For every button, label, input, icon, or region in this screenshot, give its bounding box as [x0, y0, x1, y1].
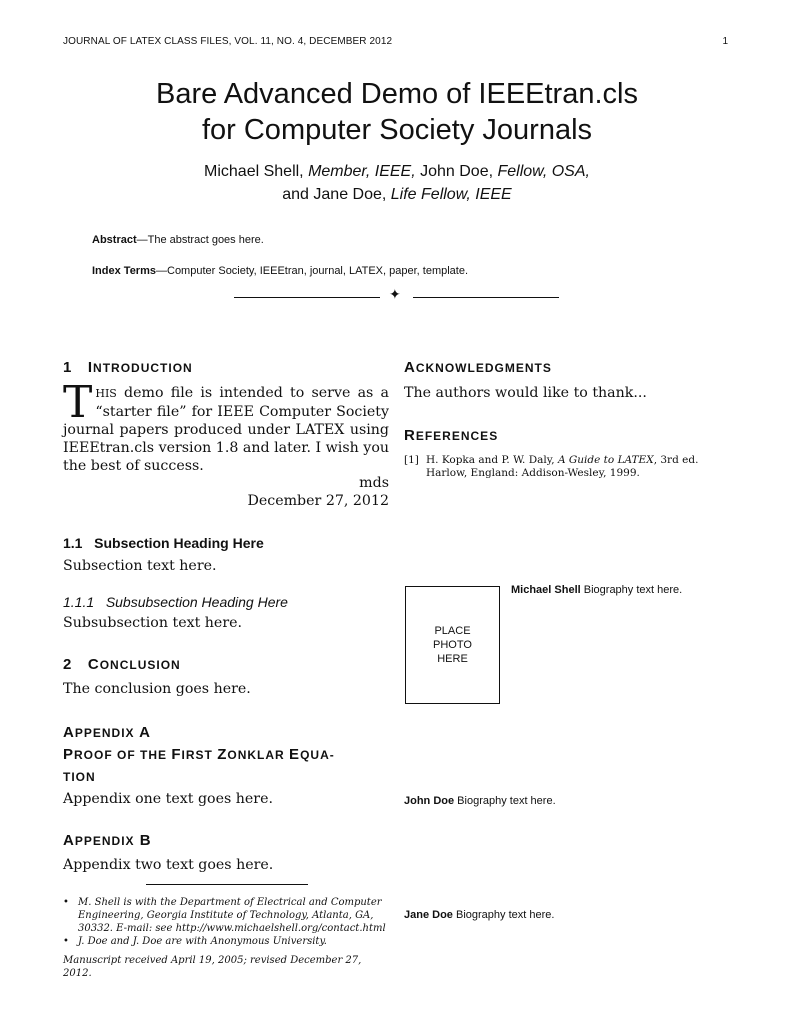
appendix-letter: A: [134, 724, 151, 741]
reference-authors: H. Kopka and P. W. Daly,: [426, 454, 558, 466]
abstract-label: Abstract: [92, 234, 137, 246]
reference-details: , 3rd ed. Harlow, England: Addison-Wesley, 1999.: [426, 454, 699, 479]
biography-name: Jane Doe: [404, 909, 453, 921]
heading-rest: ROOF OF THE: [74, 748, 172, 762]
heading-initial: F: [171, 746, 182, 763]
heading-initial: E: [289, 746, 301, 763]
subsection-number: 1.1: [63, 535, 83, 551]
biography-text: Biography text here.: [580, 584, 683, 596]
author-name: and Jane Doe,: [282, 186, 391, 203]
signature-date: December 27, 2012: [247, 493, 389, 509]
section-title-initial: I: [87, 359, 94, 376]
acknowledgments-text: The authors would like to thank...: [404, 385, 647, 401]
divider-line-right: [413, 297, 559, 298]
abstract: [92, 234, 264, 246]
author-affiliation: Life Fellow, IEEE: [390, 186, 512, 203]
manuscript-note: Manuscript received April 19, 2005; revised December 27, 2012.: [63, 955, 362, 979]
biography-john-doe: [404, 795, 556, 807]
photo-text-line: PLACE: [434, 625, 471, 637]
subsubsection-number: 1.1.1: [63, 594, 95, 610]
reference-text: [426, 454, 734, 480]
subsection-heading: [63, 535, 264, 551]
section-number: 1: [63, 359, 73, 376]
reference-item: [404, 454, 734, 480]
bullet-icon: •: [63, 897, 69, 908]
running-head: JOURNAL OF LATEX CLASS FILES, VOL. 11, NO. 4, DECEMBER 2012: [63, 36, 393, 47]
author-photo-placeholder: [405, 586, 500, 704]
references-heading: [404, 427, 498, 444]
title-line-2: for Computer Society Journals: [201, 114, 593, 146]
footnote-text: M. Shell is with the Department of Electrical and Computer Engineering, Georgia Institute of Technology, Atlanta, GA, 30332. E-mail: see http://www.michaelshell.org/contact.html: [78, 897, 386, 934]
appendix-a-title-line-2: TION: [63, 770, 96, 784]
footnotes: [63, 896, 390, 980]
index-terms-text: —Computer Society, IEEEtran, journal, LATEX, paper, template.: [156, 265, 469, 277]
footnote-rule: [146, 884, 308, 885]
subsubsection-heading: [63, 594, 288, 610]
section-title-rest: ONCLUSION: [99, 658, 181, 672]
divider-line-left: [234, 297, 380, 298]
subsubsection-text: Subsubsection text here.: [63, 615, 243, 631]
photo-text-line: PHOTO: [433, 639, 472, 651]
author-list: [0, 160, 794, 206]
subsection-title: Subsection Heading Here: [94, 535, 264, 551]
heading-rest: ONKLAR: [227, 748, 290, 762]
reference-title: A Guide to LATEX: [557, 454, 654, 466]
heading-rest: IRST: [181, 748, 218, 762]
biography-text: Biography text here.: [454, 795, 556, 807]
dropcap: T: [63, 377, 93, 428]
author-name: John Doe,: [415, 163, 498, 180]
author-affiliation: Member, IEEE,: [308, 163, 416, 180]
heading-rest: EFERENCES: [415, 429, 499, 443]
introduction-text: demo file is intended to serve as a “starter file” for IEEE Computer Society journal papers produced under LATEX using IEEEtran.cls version 1.8 and later. I wish you the best of success.: [63, 385, 389, 474]
biography-text: Biography text here.: [452, 909, 555, 921]
paper-title: [0, 76, 794, 148]
appendix-b-heading: [63, 832, 152, 849]
title-line-1: Bare Advanced Demo of IEEEtran.cls: [156, 78, 638, 110]
appendix-b-text: Appendix two text goes here.: [63, 857, 274, 873]
appendix-letter: B: [134, 832, 152, 849]
conclusion-text: The conclusion goes here.: [63, 681, 251, 697]
photo-placeholder-text: [406, 624, 499, 666]
section-title-rest: NTRODUCTION: [93, 361, 193, 375]
section-heading-introduction: [63, 359, 193, 376]
subsubsection-title: Subsubsection Heading Here: [105, 594, 288, 610]
author-line-2: [0, 183, 794, 206]
bullet-icon: •: [63, 936, 69, 947]
biography-jane-doe: [404, 909, 554, 921]
subsection-text: Subsection text here.: [63, 558, 217, 574]
section-title-initial: C: [87, 656, 100, 673]
page-number: 1: [722, 36, 728, 47]
heading-rest: PPENDIX: [74, 726, 135, 740]
footnote-text: J. Doe and J. Doe are with Anonymous University.: [78, 936, 327, 947]
heading-initial: A: [63, 724, 75, 741]
section-heading-conclusion: [63, 656, 181, 673]
biography-michael-shell: [511, 584, 682, 596]
heading-rest: CKNOWLEDGMENTS: [415, 361, 552, 375]
heading-initial: R: [404, 427, 416, 444]
heading-initial: A: [404, 359, 416, 376]
divider-star-icon: ✦: [389, 288, 401, 303]
index-terms-label: Index Terms: [92, 265, 156, 277]
appendix-a-label: [63, 722, 389, 744]
heading-initial: P: [63, 746, 75, 763]
biography-name: John Doe: [404, 795, 455, 807]
author-affiliation: Fellow, OSA,: [497, 163, 590, 180]
author-name: Michael Shell,: [204, 163, 309, 180]
signature: mds: [359, 475, 389, 491]
heading-rest: QUA-: [300, 748, 335, 762]
introduction-paragraph: [63, 377, 389, 475]
author-line-1: [0, 160, 794, 183]
reference-number: [1]: [404, 454, 419, 466]
appendix-a-text: Appendix one text goes here.: [63, 791, 273, 807]
section-number: 2: [63, 656, 73, 673]
index-terms: [92, 265, 468, 277]
appendix-a-heading: [63, 722, 389, 788]
footnote-item: [63, 896, 390, 935]
photo-text-line: HERE: [437, 653, 468, 665]
heading-initial: Z: [217, 746, 228, 763]
acknowledgments-heading: [404, 359, 552, 376]
footnote-item: [63, 935, 390, 948]
heading-initial: A: [63, 832, 75, 849]
appendix-a-title-line: [63, 744, 389, 766]
first-word-rest: HIS: [95, 387, 117, 400]
heading-rest: PPENDIX: [74, 834, 135, 848]
biography-name: Michael Shell: [511, 584, 581, 596]
abstract-text: —The abstract goes here.: [136, 234, 264, 246]
